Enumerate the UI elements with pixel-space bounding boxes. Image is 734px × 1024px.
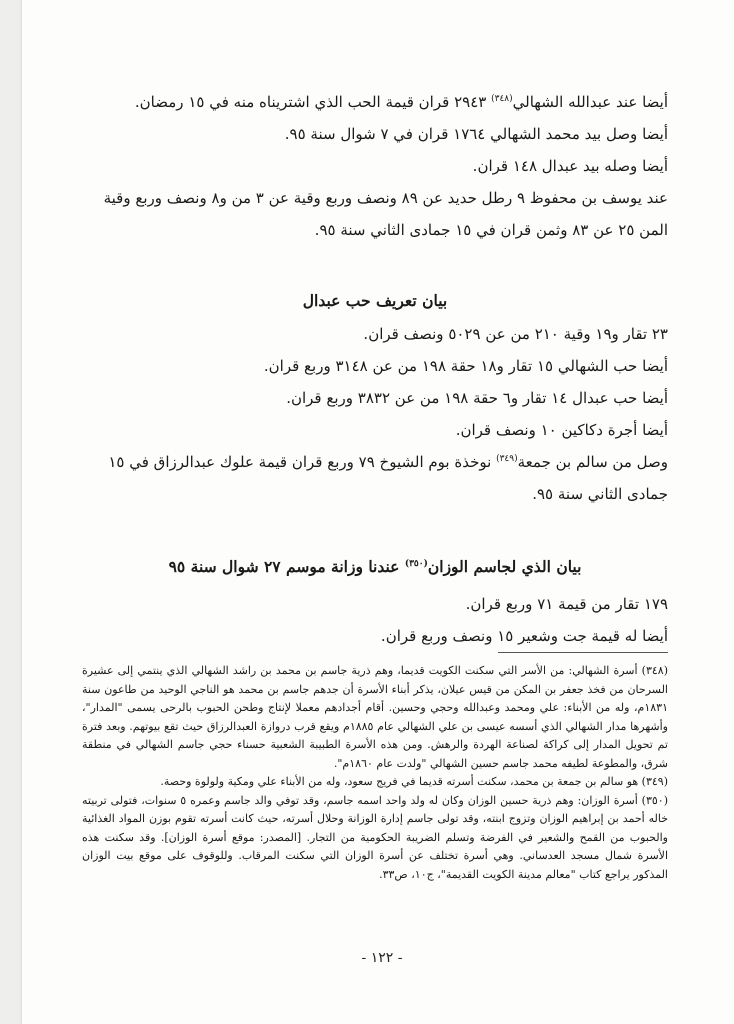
footnote-separator: [498, 652, 668, 653]
page-number: - ١٢٢ -: [361, 950, 403, 966]
document-page: [22, 0, 734, 1024]
ledger-entries-top: [82, 86, 668, 246]
footnote-ref: (٣٤٨): [491, 94, 513, 104]
ledger-entry: عند يوسف بن محفوظ ٩ رطل حديد عن ٨٩ ونصف وربع وقية عن ٣ من و٨ ونصف وربع وقية المن ٢٥ عن ٨٣ وثمن قران في ١٥ جمادى الثاني سنة ٩٥.: [103, 189, 668, 239]
footnotes: [82, 662, 668, 884]
ledger-entry: وصل من سالم بن جمعة$^{(٣٤٩)}$ نوخذة بوم الشيوخ ٧٩ وربع قران قيمة علوك عبدالرزاق في ١٥ جمادى الثاني سنة ٩٥.: [108, 453, 668, 503]
section-abdal-grain: [82, 286, 668, 316]
footnote-ref: (٣٥٠): [404, 558, 428, 569]
ledger-entries-bottom: [82, 588, 668, 652]
footnote: (٣٤٩) هو سالم بن جمعة بن محمد، سكنت أسرته قديما في فريج سعود، وله من الأبناء علي ومكية ولولوة وحصة.: [160, 775, 668, 788]
ledger-entry: أيضا حب الشهالي ١٥ تقار و١٨ حقة ١٩٨ من عن ٣١٤٨ وربع قران.: [263, 357, 668, 375]
ledger-entry: أيضا عند عبدالله الشهالي$^{(٣٤٨)}$ ٢٩٤٣ قران قيمة الحب الذي اشتريناه منه في ١٥ رمضان.: [134, 93, 668, 111]
footnote: (٣٥٠) أسرة الوزان: وهم ذرية حسين الوزان وكان له ولد واحد اسمه جاسم، وقد توفي والد جاسم وعمره ٥ سنوات، فتولى تربيته خاله أحمد بن إبراهيم الوزان وتزوج ابنته، وقد تولى جاسم إدارة الوزانة وحلال أسرته، حيث كانت أسرته تقوم بوزن المواد الغذائية والحبوب من القمح والشعير في الفرضة وتسلم الضريبة الحكومية من التجار. [المصدر: موقع أسرة الوزان]. وقد سكنت هذه الأسرة شمال مسجد العدساني. وهي أسرة تختلف عن أسرة الوزان التي سكنت المرقاب. وللوقوف على موقع بيت الوزان المذكور يراجع كتاب "معالم مدينة الكويت القديمة"، ج١٠، ص٣٣.: [82, 793, 668, 881]
ledger-entry: أيضا حب عبدال ١٤ تقار و٦ حقة ١٩٨ من عن ٣٨٣٢ وربع قران.: [286, 389, 668, 407]
ledger-entries-middle: [82, 318, 668, 510]
ledger-entry: ٢٣ تقار و١٩ وقية ٢١٠ من عن ٥٠٢٩ ونصف قران.: [363, 325, 668, 343]
ledger-entry: أيضا له قيمة جت وشعير ١٥ ونصف وربع قران.: [380, 627, 668, 645]
ledger-entry: أيضا وصله بيد عبدال ١٤٨ قران.: [472, 157, 668, 175]
section-heading: بيان الذي لجاسم الوزان$^{(٣٥٠)}$ عندنا وزانة موسم ٢٧ شوال سنة ٩٥: [168, 557, 582, 576]
footnote: (٣٤٨) أسرة الشهالي: من الأسر التي سكنت الكويت قديما، وهم ذرية جاسم بن محمد بن راشد الشهالي الذي ينتمي إلى عشيرة السرحان من فخذ جعفر بن المكن من قيس عيلان، يذكر أبناء الأسرة أن جدهم جاسم بن محمد هو الناجي الوحيد من طاعون سنة ١٨٣١م، وله من الأبناء: علي ومحمد وعبدالله وحجي وحسين. أقام أجدادهم معملا لإنتاج وطحن الحبوب بالرحى يسمى "المدار"، وأشهرها مدار الشهالي الذي أسسه عيسى بن علي الشهالي عام ١٨٨٥م ويقع قرب دروازة العبدالرزاق حيث تقع بيوتهم. وبعد فترة تم تحويل المدار إلى كراكة لصناعة الهردة والرهش. ومن هذه الأسرة الطبيبة الشعبية حسناء حجي جاسم الشهالي في منطقة شرق، والمطوعة لطيفه محمد جاسم حسين الشهالي "ولدت عام ١٨٦٠م".: [82, 664, 668, 770]
ledger-entry: أيضا وصل بيد محمد الشهالي ١٧٦٤ قران في ٧ شوال سنة ٩٥.: [284, 125, 668, 143]
section-jasim-alwazzan: [82, 552, 668, 582]
ledger-entry: أيضا أجرة دكاكين ١٠ ونصف قران.: [455, 421, 668, 439]
ledger-entry: ١٧٩ تقار من قيمة ٧١ وربع قران.: [465, 595, 668, 613]
section-heading: بيان تعريف حب عبدال: [302, 291, 448, 310]
footnote-ref: (٣٤٩): [496, 454, 518, 464]
